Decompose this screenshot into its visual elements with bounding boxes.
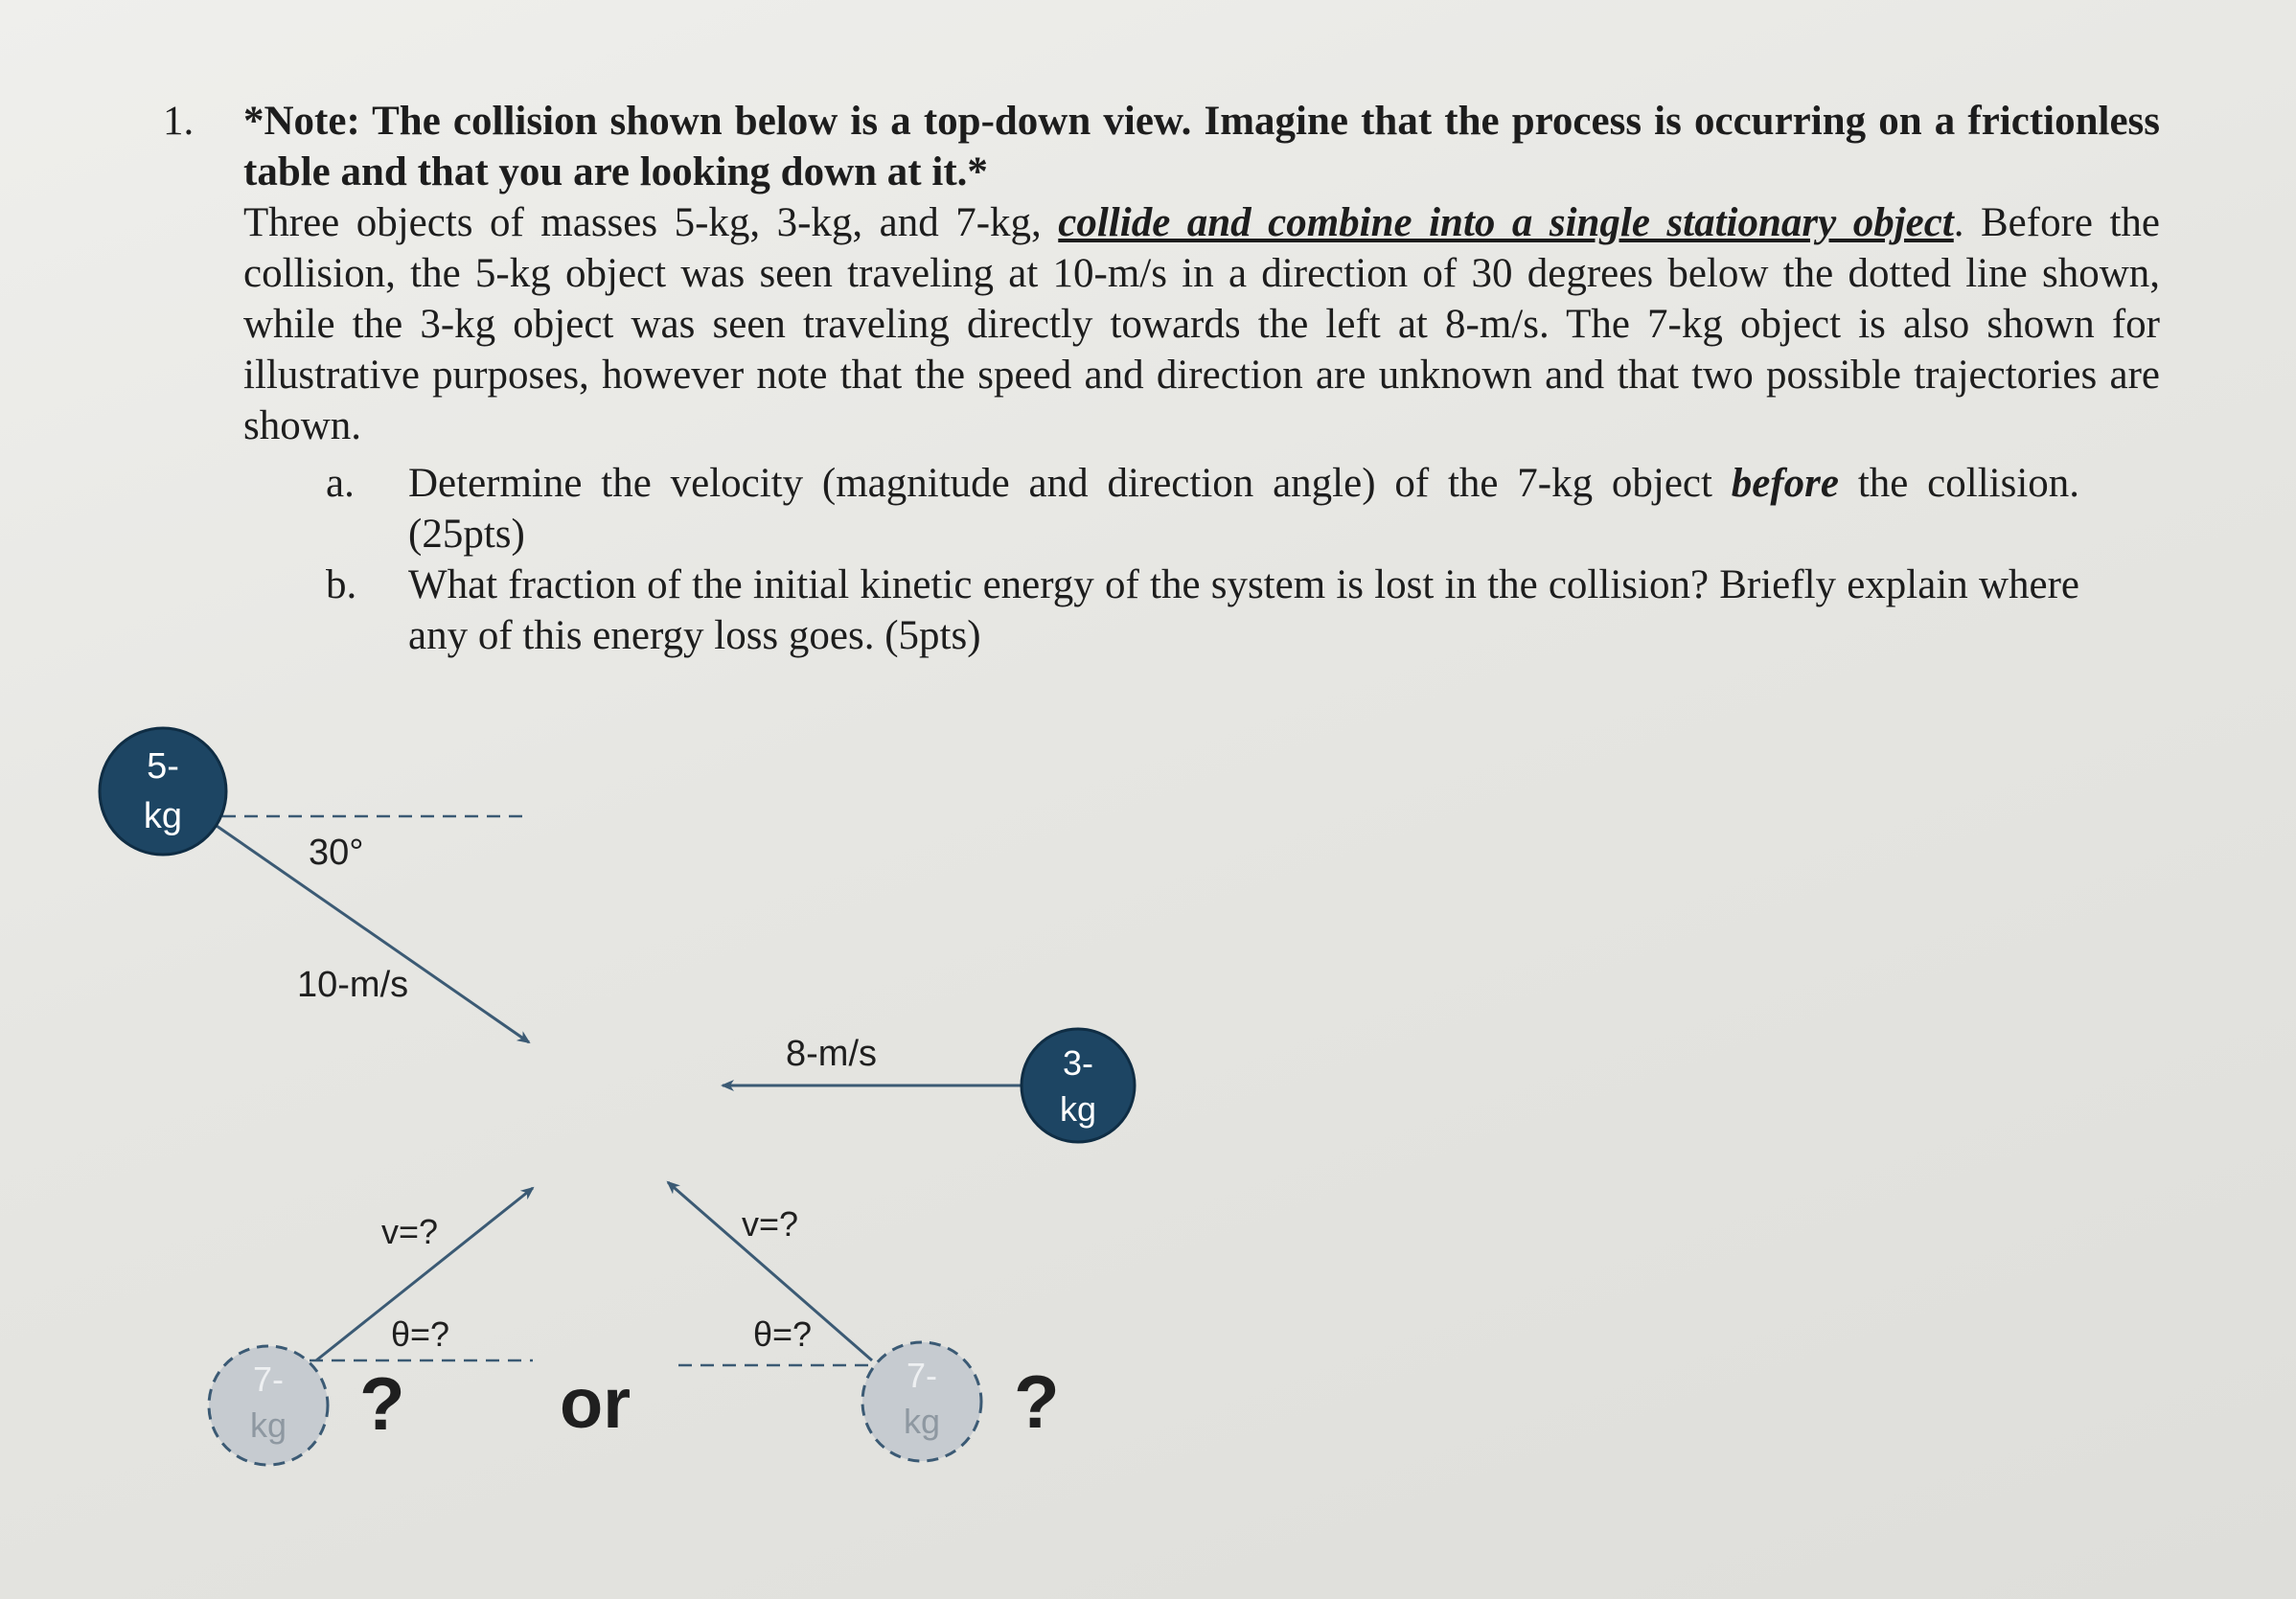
intro-text-before: Three objects of masses 5-kg, 3-kg, and 7-kg, xyxy=(243,200,1042,245)
speed-label-7kg-left: v=? xyxy=(381,1212,439,1251)
ball-5kg-label-line2: kg xyxy=(143,796,183,836)
note-text: *Note: The collision shown below is a top-down view. Imagine that the process is occurring on a frictionless table and that you are looking down at it.* xyxy=(243,99,2160,194)
angle-label-5kg: 30° xyxy=(309,833,364,873)
speed-label-3kg: 8-m/s xyxy=(786,1034,877,1074)
ball-7kg-right-label-line1: 7- xyxy=(906,1356,938,1395)
or-label: or xyxy=(560,1363,631,1443)
intro-text-after: . Before the collision, the 5-kg object was seen traveling at 10-m/s in a direction of 30 degrees below the dotted line shown, while the 3-kg object was seen traveling directly towards the left at 8-m/s. The 7-kg object is also shown for illustrative purposes, however note that the speed and direction are unknown and that two possible trajectories are shown. xyxy=(243,200,2160,448)
speed-label-5kg: 10-m/s xyxy=(297,965,409,1005)
angle-label-7kg-right: θ=? xyxy=(753,1314,813,1354)
part-a-text-after: the collision. (25pts) xyxy=(408,461,2080,557)
speed-label-7kg-right: v=? xyxy=(742,1204,799,1244)
ball-7kg-right-label-line2: kg xyxy=(903,1402,941,1441)
angle-label-7kg-left: θ=? xyxy=(391,1314,450,1354)
question-number: 1. xyxy=(163,99,195,144)
ball-7kg-left-label-line2: kg xyxy=(249,1405,287,1445)
part-a-text-before: Determine the velocity (magnitude and direction angle) of the 7-kg object xyxy=(408,461,1712,506)
ball-3kg-label-line1: 3- xyxy=(1062,1043,1094,1083)
intro-emphasis: collide and combine into a single stationary object xyxy=(1058,200,1954,245)
part-a-label: a. xyxy=(326,461,355,506)
unknown-mark-left: ? xyxy=(359,1361,405,1446)
ball-5kg-label-line1: 5- xyxy=(147,746,179,787)
velocity-arrow-5kg xyxy=(217,826,529,1042)
ball-3kg-label-line2: kg xyxy=(1059,1089,1097,1129)
unknown-mark-right: ? xyxy=(1014,1359,1060,1444)
part-b-label: b. xyxy=(326,562,357,607)
ball-7kg-left-label-line1: 7- xyxy=(252,1359,285,1399)
part-a-emphasis: before xyxy=(1731,461,1840,506)
part-b-text: What fraction of the initial kinetic energy of the system is lost in the collision? Briefly explain where any of this energy loss goes. (5pts) xyxy=(408,562,2079,658)
